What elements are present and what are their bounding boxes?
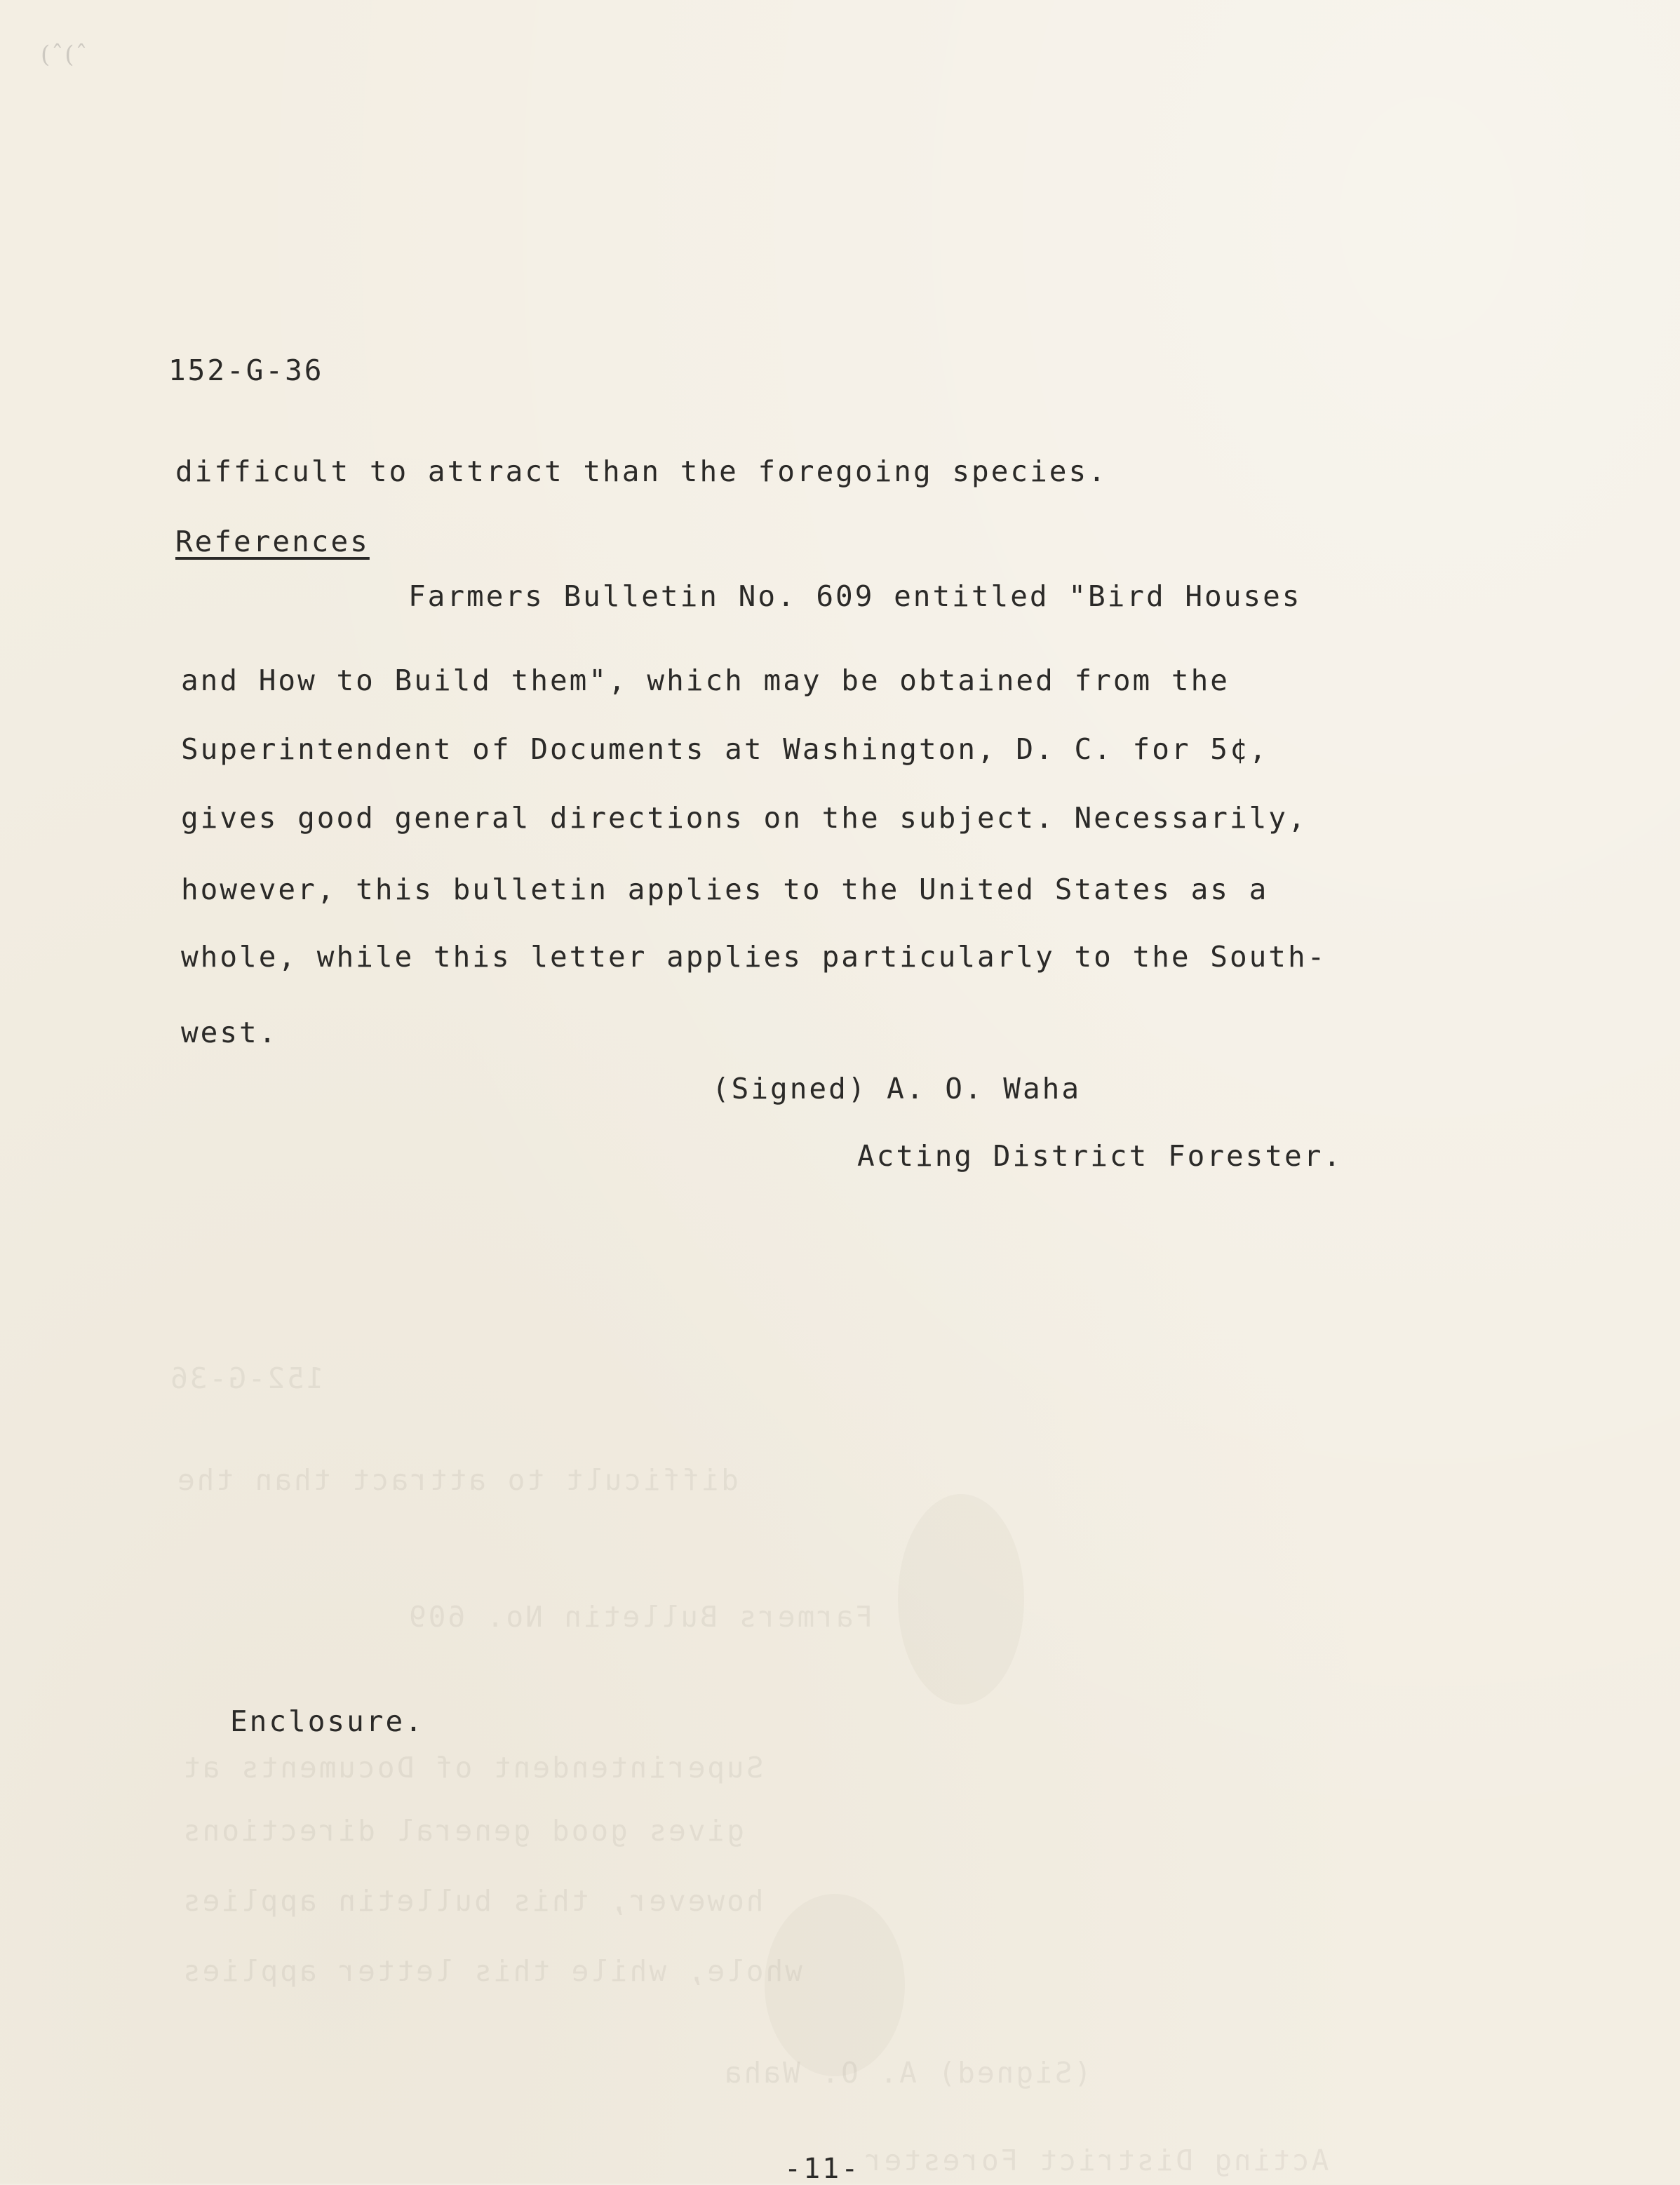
bleed-through-text: (Signed) A. O. Waha [723,2056,1091,2090]
body-text-line: Farmers Bulletin No. 609 entitled "Bird Houses [408,579,1302,613]
bleed-through-text: Acting District Forester [863,2144,1329,2177]
bleed-through-text: however, this bulletin applies [181,1884,764,1918]
file-reference-number: 152-G-36 [168,354,324,387]
paper-smudge [898,1494,1024,1705]
bleed-through-text: Superintendent of Documents at [181,1751,764,1784]
page-number: -11- [784,2153,861,2185]
body-text-line: whole, while this letter applies particularly to the South- [181,940,1327,974]
corner-scribble-mark: (ˆ(ˆ [41,41,89,69]
bleed-through-text: whole, while this letter applies [181,1954,802,1988]
signature-title: Acting District Forester. [857,1139,1343,1173]
enclosure-note: Enclosure. [230,1705,424,1738]
signature-line: (Signed) A. O. Waha [712,1072,1081,1105]
body-text-line: west. [181,1016,278,1049]
body-text-line: however, this bulletin applies to the United States as a [181,873,1269,906]
paper-smudge [765,1894,905,2076]
bleed-through-text: difficult to attract than the [175,1463,739,1497]
body-text-line: Superintendent of Documents at Washington, D. C. for 5¢, [181,732,1269,766]
bleed-through-text: gives good general directions [181,1814,744,1848]
body-text-line: and How to Build them", which may be obtained from the [181,664,1230,697]
section-heading: References [175,525,370,558]
continued-text-line: difficult to attract than the foregoing species. [175,455,1108,488]
body-text-line: gives good general directions on the subject. Necessarily, [181,801,1308,835]
bleed-through-text: 152-G-36 [168,1362,324,1395]
bleed-through-text: Farmers Bulletin No. 609 [407,1600,873,1634]
